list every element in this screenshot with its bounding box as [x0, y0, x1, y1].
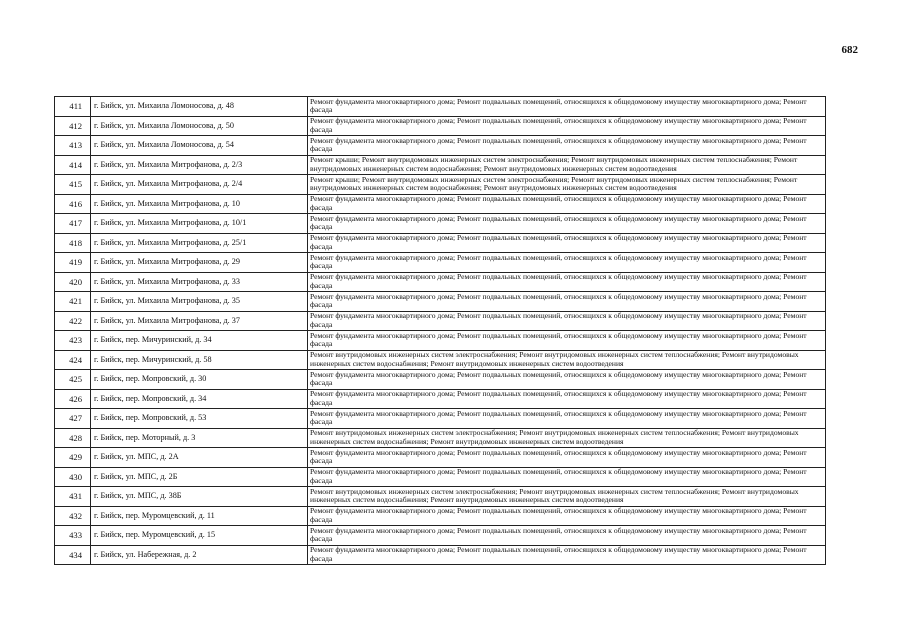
table-row	[55, 311, 826, 331]
repair-works: Ремонт фундамента многоквартирного дома; Ремонт подвальных помещений, относящихся к общедомовому имуществу многоквартирного дома; Ремонт фасада	[308, 331, 826, 351]
row-number: 427	[55, 409, 91, 429]
house-address: г. Бийск, ул. Михаила Митрофанова, д. 33	[91, 272, 308, 292]
repair-works: Ремонт фундамента многоквартирного дома; Ремонт подвальных помещений, относящихся к общедомовому имуществу многоквартирного дома; Ремонт фасада	[308, 253, 826, 273]
table-row	[55, 526, 826, 546]
table-row	[55, 233, 826, 253]
repair-works: Ремонт фундамента многоквартирного дома; Ремонт подвальных помещений, относящихся к общедомовому имуществу многоквартирного дома; Ремонт фасада	[308, 467, 826, 487]
row-number: 412	[55, 116, 91, 136]
row-number: 418	[55, 233, 91, 253]
row-number: 421	[55, 292, 91, 312]
table-body	[55, 97, 826, 565]
repair-works: Ремонт внутридомовых инженерных систем электроснабжения; Ремонт внутридомовых инженерных систем теплоснабжения; Ремонт внутридомовых инженерных систем водоснабжения; Ремонт внутридомовых инженерных систем водоотведения	[308, 350, 826, 370]
table-row	[55, 350, 826, 370]
house-address: г. Бийск, ул. МПС, д. 2Б	[91, 467, 308, 487]
table-row	[55, 506, 826, 526]
row-number: 423	[55, 331, 91, 351]
house-address: г. Бийск, пер. Мопровский, д. 30	[91, 370, 308, 390]
repair-works: Ремонт фундамента многоквартирного дома; Ремонт подвальных помещений, относящихся к общедомовому имуществу многоквартирного дома; Ремонт фасада	[308, 311, 826, 331]
house-address: г. Бийск, ул. Михаила Митрофанова, д. 25/1	[91, 233, 308, 253]
row-number: 424	[55, 350, 91, 370]
repair-works: Ремонт внутридомовых инженерных систем электроснабжения; Ремонт внутридомовых инженерных систем теплоснабжения; Ремонт внутридомовых инженерных систем водоснабжения; Ремонт внутридомовых инженерных систем водоотведения	[308, 487, 826, 507]
table-row	[55, 428, 826, 448]
row-number: 432	[55, 506, 91, 526]
repair-works: Ремонт фундамента многоквартирного дома; Ремонт подвальных помещений, относящихся к общедомовому имуществу многоквартирного дома; Ремонт фасада	[308, 526, 826, 546]
row-number: 430	[55, 467, 91, 487]
house-address: г. Бийск, пер. Мичуринский, д. 58	[91, 350, 308, 370]
repair-works: Ремонт фундамента многоквартирного дома; Ремонт подвальных помещений, относящихся к общедомовому имуществу многоквартирного дома; Ремонт фасада	[308, 292, 826, 312]
table-row	[55, 370, 826, 390]
repair-works: Ремонт фундамента многоквартирного дома; Ремонт подвальных помещений, относящихся к общедомовому имуществу многоквартирного дома; Ремонт фасада	[308, 194, 826, 214]
repair-works: Ремонт фундамента многоквартирного дома; Ремонт подвальных помещений, относящихся к общедомовому имуществу многоквартирного дома; Ремонт фасада	[308, 370, 826, 390]
row-number: 422	[55, 311, 91, 331]
table-row	[55, 175, 826, 195]
repair-works: Ремонт фундамента многоквартирного дома; Ремонт подвальных помещений, относящихся к общедомовому имуществу многоквартирного дома; Ремонт фасада	[308, 272, 826, 292]
house-address: г. Бийск, пер. Мопровский, д. 53	[91, 409, 308, 429]
table-row	[55, 545, 826, 565]
table-row	[55, 136, 826, 156]
house-address: г. Бийск, ул. Михаила Митрофанова, д. 2/3	[91, 155, 308, 175]
table-row	[55, 448, 826, 468]
repair-works: Ремонт фундамента многоквартирного дома; Ремонт подвальных помещений, относящихся к общедомовому имуществу многоквартирного дома; Ремонт фасада	[308, 97, 826, 117]
repair-works: Ремонт фундамента многоквартирного дома; Ремонт подвальных помещений, относящихся к общедомовому имуществу многоквартирного дома; Ремонт фасада	[308, 506, 826, 526]
repair-works: Ремонт фундамента многоквартирного дома; Ремонт подвальных помещений, относящихся к общедомовому имуществу многоквартирного дома; Ремонт фасада	[308, 389, 826, 409]
repair-works: Ремонт фундамента многоквартирного дома; Ремонт подвальных помещений, относящихся к общедомовому имуществу многоквартирного дома; Ремонт фасада	[308, 233, 826, 253]
repair-works: Ремонт фундамента многоквартирного дома; Ремонт подвальных помещений, относящихся к общедомовому имуществу многоквартирного дома; Ремонт фасада	[308, 545, 826, 565]
repair-works: Ремонт крыши; Ремонт внутридомовых инженерных систем электроснабжения; Ремонт внутридомовых инженерных систем теплоснабжения; Ремонт внутридомовых инженерных систем водоснабжения; Ремонт внутридомовых инженерных систем водоотведения	[308, 155, 826, 175]
table-row	[55, 487, 826, 507]
house-address: г. Бийск, пер. Мопровский, д. 34	[91, 389, 308, 409]
row-number: 413	[55, 136, 91, 156]
row-number: 411	[55, 97, 91, 117]
row-number: 417	[55, 214, 91, 234]
table-row	[55, 467, 826, 487]
table-row	[55, 116, 826, 136]
repair-works: Ремонт крыши; Ремонт внутридомовых инженерных систем электроснабжения; Ремонт внутридомовых инженерных систем теплоснабжения; Ремонт внутридомовых инженерных систем водоснабжения; Ремонт внутридомовых инженерных систем водоотведения	[308, 175, 826, 195]
row-number: 426	[55, 389, 91, 409]
row-number: 414	[55, 155, 91, 175]
table-row	[55, 389, 826, 409]
house-address: г. Бийск, ул. Михаила Ломоносова, д. 48	[91, 97, 308, 117]
house-address: г. Бийск, ул. Михаила Ломоносова, д. 54	[91, 136, 308, 156]
row-number: 429	[55, 448, 91, 468]
repair-works: Ремонт внутридомовых инженерных систем электроснабжения; Ремонт внутридомовых инженерных систем теплоснабжения; Ремонт внутридомовых инженерных систем водоснабжения; Ремонт внутридомовых инженерных систем водоотведения	[308, 428, 826, 448]
table-row	[55, 253, 826, 273]
house-address: г. Бийск, ул. МПС, д. 38Б	[91, 487, 308, 507]
row-number: 425	[55, 370, 91, 390]
house-address: г. Бийск, ул. Набережная, д. 2	[91, 545, 308, 565]
repair-works: Ремонт фундамента многоквартирного дома; Ремонт подвальных помещений, относящихся к общедомовому имуществу многоквартирного дома; Ремонт фасада	[308, 409, 826, 429]
house-address: г. Бийск, ул. Михаила Митрофанова, д. 29	[91, 253, 308, 273]
row-number: 419	[55, 253, 91, 273]
table-row	[55, 409, 826, 429]
house-address: г. Бийск, пер. Мичуринский, д. 34	[91, 331, 308, 351]
repair-works: Ремонт фундамента многоквартирного дома; Ремонт подвальных помещений, относящихся к общедомовому имуществу многоквартирного дома; Ремонт фасада	[308, 136, 826, 156]
row-number: 420	[55, 272, 91, 292]
house-address: г. Бийск, ул. Михаила Митрофанова, д. 37	[91, 311, 308, 331]
repair-works-table	[54, 96, 826, 565]
table-row	[55, 214, 826, 234]
house-address: г. Бийск, ул. Михаила Митрофанова, д. 35	[91, 292, 308, 312]
repair-works: Ремонт фундамента многоквартирного дома; Ремонт подвальных помещений, относящихся к общедомовому имуществу многоквартирного дома; Ремонт фасада	[308, 448, 826, 468]
house-address: г. Бийск, ул. Михаила Митрофанова, д. 10	[91, 194, 308, 214]
row-number: 431	[55, 487, 91, 507]
table-row	[55, 97, 826, 117]
repair-works: Ремонт фундамента многоквартирного дома; Ремонт подвальных помещений, относящихся к общедомовому имуществу многоквартирного дома; Ремонт фасада	[308, 116, 826, 136]
house-address: г. Бийск, ул. Михаила Ломоносова, д. 50	[91, 116, 308, 136]
row-number: 434	[55, 545, 91, 565]
house-address: г. Бийск, ул. МПС, д. 2А	[91, 448, 308, 468]
table-row	[55, 331, 826, 351]
house-address: г. Бийск, ул. Михаила Митрофанова, д. 10/1	[91, 214, 308, 234]
page-number: 682	[841, 44, 858, 56]
table-row	[55, 292, 826, 312]
house-address: г. Бийск, пер. Муромцевский, д. 15	[91, 526, 308, 546]
table-row	[55, 155, 826, 175]
table-row	[55, 194, 826, 214]
row-number: 416	[55, 194, 91, 214]
repair-works: Ремонт фундамента многоквартирного дома; Ремонт подвальных помещений, относящихся к общедомовому имуществу многоквартирного дома; Ремонт фасада	[308, 214, 826, 234]
row-number: 428	[55, 428, 91, 448]
row-number: 433	[55, 526, 91, 546]
row-number: 415	[55, 175, 91, 195]
house-address: г. Бийск, пер. Муромцевский, д. 11	[91, 506, 308, 526]
house-address: г. Бийск, пер. Моторный, д. 3	[91, 428, 308, 448]
house-address: г. Бийск, ул. Михаила Митрофанова, д. 2/4	[91, 175, 308, 195]
table-row	[55, 272, 826, 292]
